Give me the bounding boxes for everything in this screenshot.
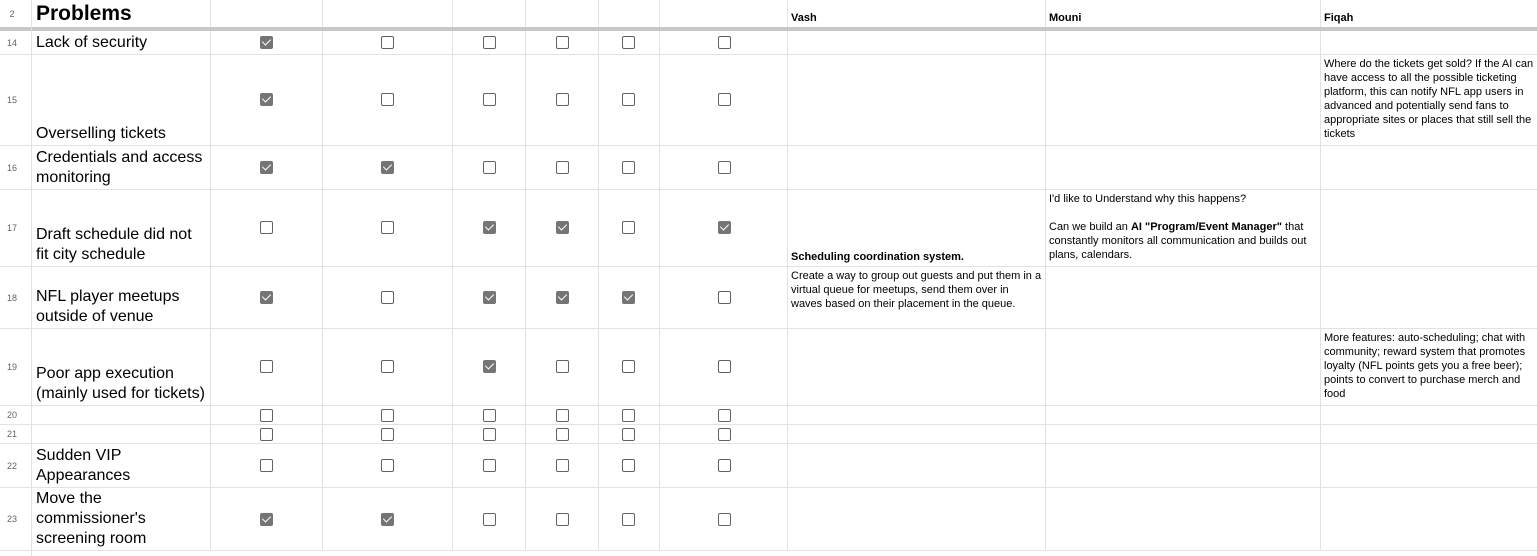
vash-note[interactable] <box>788 406 1046 424</box>
checkbox[interactable] <box>260 459 273 472</box>
fiqah-note[interactable]: Where do the tickets get sold? If the AI can have access to all the possible ticketing platform, this can notify NFL app users in advanced and potentially send fans to appropriate sites or places that still sell the tickets <box>1324 58 1534 140</box>
checkbox[interactable] <box>718 428 731 441</box>
fiqah-note[interactable]: More features: auto-scheduling; chat with community; reward system that promotes loyalty (NFL points gets you a free beer); points to convert to purchase merch and food <box>1324 332 1526 400</box>
row-number: 15 <box>6 95 17 105</box>
mouni-note[interactable] <box>1046 31 1321 54</box>
row-number: 18 <box>6 292 17 303</box>
checkbox[interactable] <box>381 161 394 174</box>
table-row <box>0 146 1537 190</box>
mouni-note-post: that constantly monitors all communication and builds out plans, calendars. <box>1049 221 1307 261</box>
header-cell[interactable] <box>323 0 453 27</box>
vash-note[interactable] <box>788 444 1046 487</box>
header-cell[interactable] <box>599 0 660 27</box>
checkbox[interactable] <box>483 360 496 373</box>
row-number: 23 <box>6 514 17 524</box>
checkbox[interactable] <box>718 161 731 174</box>
checkbox[interactable] <box>556 409 569 422</box>
row-number: 17 <box>6 223 17 233</box>
checkbox[interactable] <box>483 428 496 441</box>
checkbox[interactable] <box>260 428 273 441</box>
mouni-note[interactable] <box>1046 329 1321 405</box>
fiqah-note[interactable] <box>1321 425 1537 443</box>
problem-cell[interactable]: Poor app execution (mainly used for tickets) <box>32 329 211 405</box>
checkbox[interactable] <box>622 409 635 422</box>
vash-note[interactable] <box>788 31 1046 54</box>
header-cell[interactable] <box>211 0 323 27</box>
checkbox[interactable] <box>556 161 569 174</box>
checkbox[interactable] <box>381 36 394 49</box>
problem-cell[interactable] <box>32 406 211 424</box>
checkbox[interactable] <box>718 459 731 472</box>
checkbox[interactable] <box>260 93 273 106</box>
mouni-note-bold: AI "Program/Event Manager" <box>1130 221 1282 233</box>
fiqah-note[interactable] <box>1321 31 1537 54</box>
checkbox[interactable] <box>483 459 496 472</box>
mouni-note[interactable] <box>1046 425 1321 443</box>
table-row <box>0 190 1537 267</box>
checkbox[interactable] <box>556 93 569 106</box>
problem-cell[interactable]: Credentials and access monitoring <box>32 146 211 189</box>
checkbox[interactable] <box>381 93 394 106</box>
checkbox[interactable] <box>483 409 496 422</box>
vash-note[interactable] <box>788 488 1046 550</box>
checkbox[interactable] <box>260 291 273 304</box>
mouni-note[interactable] <box>1046 190 1321 266</box>
checkbox[interactable] <box>381 360 394 373</box>
row-number: 21 <box>6 429 17 439</box>
fiqah-note[interactable] <box>1321 444 1537 487</box>
mouni-note[interactable] <box>1046 146 1321 189</box>
problem-cell[interactable]: Sudden VIP Appearances <box>32 444 211 487</box>
checkbox[interactable] <box>381 409 394 422</box>
problem-cell[interactable]: Overselling tickets <box>32 55 211 145</box>
header-row <box>0 0 1537 27</box>
checkbox[interactable] <box>718 93 731 106</box>
mouni-note[interactable] <box>1046 267 1321 328</box>
table-row <box>0 55 1537 146</box>
checkbox[interactable] <box>622 360 635 373</box>
fiqah-note[interactable] <box>1321 146 1537 189</box>
checkbox[interactable] <box>381 221 394 234</box>
vash-note[interactable] <box>788 425 1046 443</box>
checkbox[interactable] <box>556 428 569 441</box>
table-row <box>0 444 1537 488</box>
checkbox[interactable] <box>381 291 394 304</box>
checkbox[interactable] <box>718 36 731 49</box>
checkbox[interactable] <box>556 36 569 49</box>
checkbox[interactable] <box>260 161 273 174</box>
checkbox[interactable] <box>622 428 635 441</box>
checkbox[interactable] <box>483 161 496 174</box>
checkbox[interactable] <box>622 513 635 526</box>
problems-header[interactable]: Problems <box>32 0 211 27</box>
row-header-divider <box>31 0 32 556</box>
problem-cell[interactable]: Draft schedule did not fit city schedule <box>32 190 211 266</box>
checkbox[interactable] <box>718 291 731 304</box>
vash-note[interactable] <box>788 329 1046 405</box>
table-row <box>0 31 1537 55</box>
problem-cell[interactable]: Lack of security <box>32 31 211 54</box>
checkbox[interactable] <box>381 428 394 441</box>
checkbox[interactable] <box>483 221 496 234</box>
checkbox[interactable] <box>622 221 635 234</box>
checkbox[interactable] <box>622 161 635 174</box>
row-number: 22 <box>6 460 17 471</box>
checkbox[interactable] <box>622 459 635 472</box>
checkbox[interactable] <box>622 93 635 106</box>
row-number: 20 <box>6 410 17 420</box>
table-row <box>0 488 1537 551</box>
checkbox[interactable] <box>556 291 569 304</box>
checkbox[interactable] <box>622 36 635 49</box>
checkbox[interactable] <box>260 36 273 49</box>
checkbox[interactable] <box>483 291 496 304</box>
checkbox[interactable] <box>556 459 569 472</box>
fiqah-note[interactable] <box>1321 488 1537 550</box>
checkbox[interactable] <box>381 459 394 472</box>
header-fiqah[interactable]: Fiqah <box>1324 12 1354 24</box>
row-number: 2 <box>9 8 15 19</box>
mouni-note-line1: I'd like to Understand why this happens? <box>1049 193 1247 205</box>
fiqah-note[interactable] <box>1321 406 1537 424</box>
checkbox[interactable] <box>718 409 731 422</box>
header-cell[interactable] <box>453 0 526 27</box>
fiqah-note[interactable] <box>1321 190 1537 266</box>
mouni-note-line2 <box>1049 220 1317 262</box>
row-number: 19 <box>6 362 17 372</box>
checkbox[interactable] <box>483 93 496 106</box>
checkbox[interactable] <box>556 360 569 373</box>
header-cell[interactable] <box>660 0 788 27</box>
header-mouni[interactable]: Mouni <box>1046 0 1321 27</box>
problem-cell[interactable]: NFL player meetups outside of venue <box>32 267 211 328</box>
checkbox[interactable] <box>718 513 731 526</box>
table-row <box>0 406 1537 425</box>
mouni-note[interactable] <box>1046 55 1321 145</box>
checkbox[interactable] <box>718 221 731 234</box>
mouni-note-pre: Can we build an <box>1049 221 1131 233</box>
row-number: 14 <box>6 37 17 48</box>
checkbox[interactable] <box>483 513 496 526</box>
checkbox[interactable] <box>556 513 569 526</box>
row-number: 16 <box>6 162 17 173</box>
table-row <box>0 425 1537 444</box>
checkbox[interactable] <box>381 513 394 526</box>
checkbox[interactable] <box>260 360 273 373</box>
table-row <box>0 267 1537 329</box>
table-row <box>0 329 1537 406</box>
vash-note[interactable] <box>788 55 1046 145</box>
problem-cell[interactable]: Move the commissioner's screening room <box>32 488 211 550</box>
vash-note[interactable] <box>788 190 1046 266</box>
checkbox[interactable] <box>718 360 731 373</box>
vash-note[interactable] <box>788 146 1046 189</box>
checkbox[interactable] <box>622 291 635 304</box>
mouni-note[interactable] <box>1046 444 1321 487</box>
checkbox[interactable] <box>556 221 569 234</box>
problem-cell[interactable] <box>32 425 211 443</box>
header-cell[interactable] <box>526 0 599 27</box>
vash-note[interactable]: Create a way to group out guests and put them in a virtual queue for meetups, send them over in waves based on their placement in the queue. <box>788 267 1046 328</box>
checkbox[interactable] <box>260 513 273 526</box>
fiqah-note[interactable] <box>1321 267 1537 328</box>
header-vash[interactable]: Vash <box>788 0 1046 27</box>
checkbox[interactable] <box>260 221 273 234</box>
checkbox[interactable] <box>483 36 496 49</box>
checkbox[interactable] <box>260 409 273 422</box>
mouni-note[interactable] <box>1046 406 1321 424</box>
vash-note-text: Scheduling coordination system. <box>791 251 964 263</box>
mouni-note[interactable] <box>1046 488 1321 550</box>
